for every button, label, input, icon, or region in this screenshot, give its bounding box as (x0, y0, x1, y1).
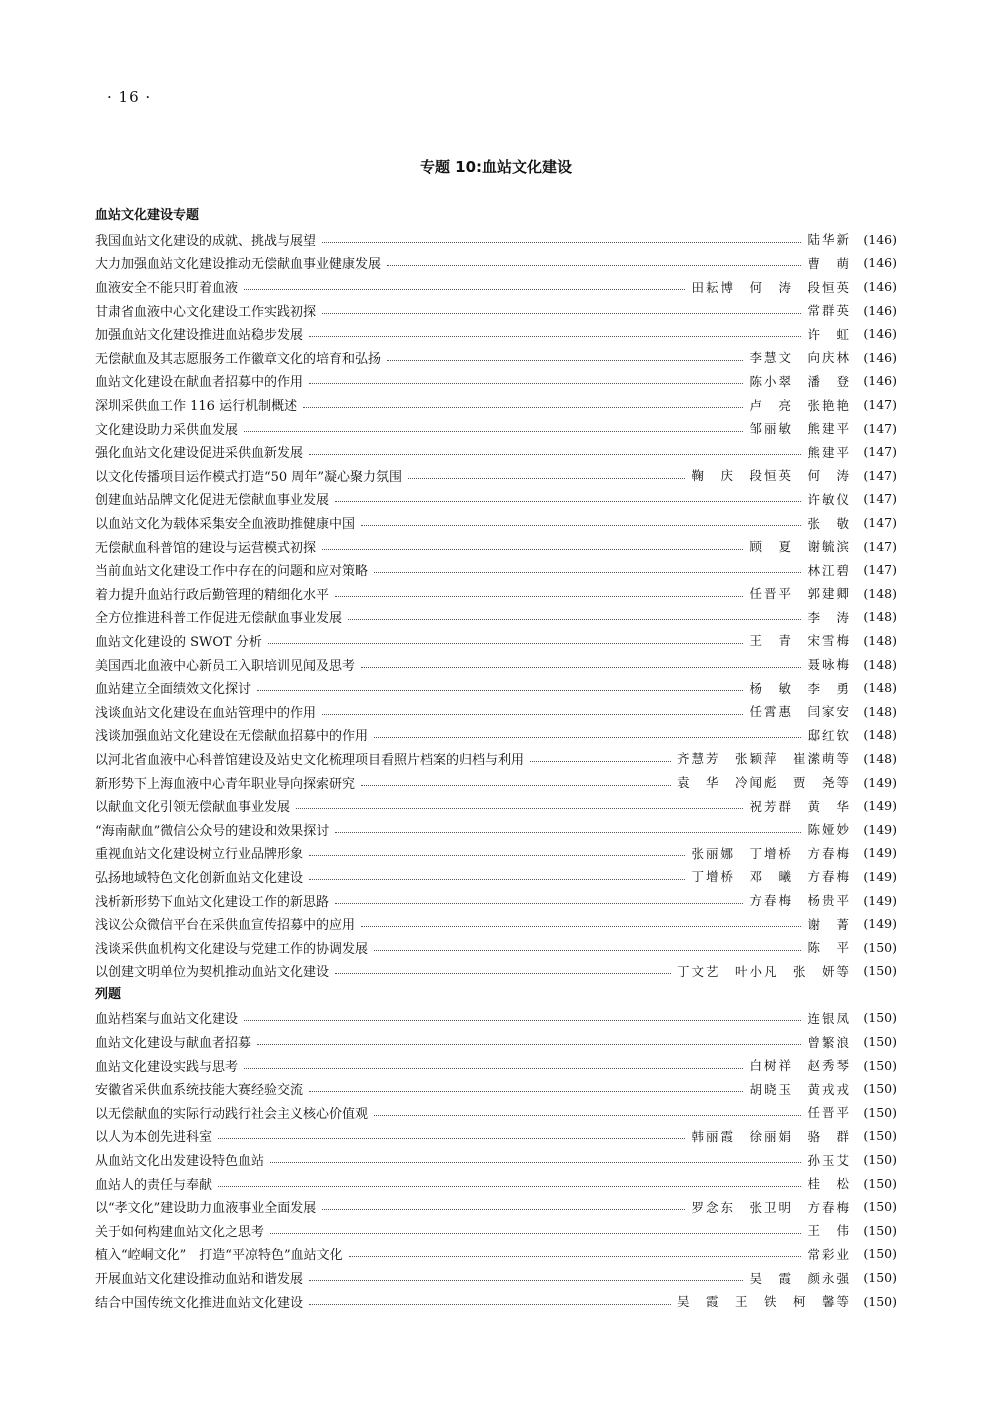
entry-title: 着力提升血站行政后勤管理的精细化水平 (95, 587, 330, 603)
entry-authors: 齐慧芳 张颖萍 崔潆萌等 (676, 751, 851, 767)
toc-entry (95, 1195, 897, 1219)
dot-leader (335, 973, 671, 974)
toc-entry (95, 794, 897, 818)
entry-title: 以“孝文化”建设助力血液事业全面发展 (95, 1201, 317, 1217)
entry-page-ref: (147) (863, 562, 897, 578)
entry-authors: 任晋平 郭建卿 (749, 586, 851, 602)
dot-leader (244, 289, 685, 290)
entry-authors: 熊建平 (807, 444, 851, 460)
entry-page-ref: (150) (863, 1104, 897, 1120)
entry-authors: 曾繁浪 (807, 1034, 851, 1050)
entry-authors: 谢 菁 (807, 916, 851, 932)
entry-title: 浅谈血站文化建设在血站管理中的作用 (95, 705, 317, 721)
dot-leader (335, 501, 801, 502)
entry-authors: 鞠 庆 段恒英 何 涛 (691, 468, 851, 484)
toc-entry (95, 817, 897, 841)
toc-entry (95, 1219, 897, 1243)
entry-title: 重视血站文化建设树立行业品牌形象 (95, 847, 304, 863)
dot-leader (374, 1115, 801, 1116)
entry-page-ref: (148) (863, 703, 897, 719)
entry-page-ref: (150) (863, 1128, 897, 1144)
entry-authors: 顾 夏 谢毓滨 (749, 539, 851, 555)
dot-leader (374, 950, 801, 951)
dot-leader (335, 596, 743, 597)
entry-title: 新形势下上海血液中心青年职业导向探索研究 (95, 776, 356, 792)
entry-authors: 任霄惠 闫家安 (749, 704, 851, 720)
entry-title: 以血站文化为载体采集安全血液助推健康中国 (95, 517, 356, 533)
entry-title: 血液安全不能只盯着血液 (95, 281, 239, 297)
toc-entry (95, 228, 897, 252)
section-heading: 血站文化建设专题 (95, 208, 200, 223)
dot-leader (348, 619, 801, 620)
entry-page-ref: (150) (863, 1057, 897, 1073)
dot-leader (309, 879, 685, 880)
toc-entry (95, 487, 897, 511)
entry-page-ref: (150) (863, 963, 897, 979)
entry-title: 以文化传播项目运作模式打造“50 周年”凝心聚力氛围 (95, 469, 402, 485)
entry-authors: 吴 霞 王 铁 柯 馨等 (676, 1294, 851, 1310)
dot-leader (309, 1304, 671, 1305)
entry-authors: 白树祥 赵秀琴 (749, 1058, 851, 1074)
entry-page-ref: (148) (863, 632, 897, 648)
dot-leader (361, 785, 671, 786)
dot-leader (218, 1186, 801, 1187)
entry-authors: 丁增桥 邓 曦 方春梅 (691, 869, 851, 885)
entry-title: “海南献血”微信公众号的建设和效果探讨 (95, 823, 330, 839)
entry-authors: 杨 敏 李 勇 (749, 680, 851, 696)
entry-authors: 丁文艺 叶小凡 张 妍等 (676, 963, 851, 979)
entry-authors: 吴 霞 颜永强 (749, 1270, 851, 1286)
dot-leader (387, 265, 801, 266)
entry-authors: 陈 平 (807, 940, 851, 956)
entry-title: 血站建立全面绩效文化探讨 (95, 682, 252, 698)
entry-authors: 李 涛 (807, 609, 851, 625)
entry-authors: 连银凤 (807, 1010, 851, 1026)
toc-entry (95, 298, 897, 322)
toc-entry (95, 747, 897, 771)
entry-page-ref: (146) (863, 302, 897, 318)
entry-title: 以创建文明单位为契机推动血站文化建设 (95, 965, 330, 981)
entry-page-ref: (150) (863, 939, 897, 955)
dot-leader (408, 478, 686, 479)
entry-page-ref: (150) (863, 1152, 897, 1168)
entry-page-ref: (148) (863, 585, 897, 601)
toc-entry (95, 723, 897, 747)
entry-title: 血站档案与血站文化建设 (95, 1012, 239, 1028)
entry-title: 以河北省血液中心科普馆建设及站史文化梳理项目看照片档案的归档与利用 (95, 752, 525, 768)
entry-title: 美国西北血液中心新员工入职培训见闻及思考 (95, 658, 356, 674)
entry-page-ref: (146) (863, 349, 897, 365)
dot-leader (530, 761, 671, 762)
entry-authors: 邸红钦 (807, 727, 851, 743)
entry-authors: 袁 华 冷闻彪 贾 尧等 (676, 775, 851, 791)
entry-title: 弘扬地域特色文化创新血站文化建设 (95, 870, 304, 886)
toc-entry (95, 416, 897, 440)
entry-authors: 李慧文 向庆林 (749, 350, 851, 366)
toc-entry (95, 1006, 897, 1030)
entry-title: 当前血站文化建设工作中存在的问题和应对策略 (95, 564, 369, 580)
entry-page-ref: (147) (863, 538, 897, 554)
entry-authors: 田耘博 何 涛 段恒英 (691, 279, 851, 295)
entry-authors: 王 青 宋雪梅 (749, 633, 851, 649)
entry-page-ref: (149) (863, 798, 897, 814)
entry-title: 开展血站文化建设推动血站和谐发展 (95, 1272, 304, 1288)
toc-entry (95, 605, 897, 629)
entry-title: 以人为本创先进科室 (95, 1130, 213, 1146)
dot-leader (309, 336, 801, 337)
dot-leader (322, 242, 801, 243)
entry-page-ref: (150) (863, 1010, 897, 1026)
entry-authors: 方春梅 杨贵平 (749, 893, 851, 909)
entry-authors: 韩丽霞 徐丽娟 骆 群 (691, 1128, 851, 1144)
entry-page-ref: (150) (863, 1034, 897, 1050)
entry-page-ref: (150) (863, 1293, 897, 1309)
toc-entry (95, 1171, 897, 1195)
entry-title: 以无偿献血的实际行动践行社会主义核心价值观 (95, 1106, 369, 1122)
toc-entry (95, 534, 897, 558)
entry-title: 关于如何构建血站文化之思考 (95, 1224, 265, 1240)
entry-authors: 桂 松 (807, 1176, 851, 1192)
entry-page-ref: (149) (863, 845, 897, 861)
entry-title: 结合中国传统文化推进血站文化建设 (95, 1295, 304, 1311)
page-number: · 16 · (107, 88, 152, 106)
entry-title: 从血站文化出发建设特色血站 (95, 1154, 265, 1170)
entry-title: 创建血站品牌文化促进无偿献血事业发展 (95, 493, 330, 509)
entry-title: 浅析新形势下血站文化建设工作的新思路 (95, 894, 330, 910)
entry-page-ref: (149) (863, 892, 897, 908)
entry-title: 血站文化建设实践与思考 (95, 1059, 239, 1075)
dot-leader (361, 667, 801, 668)
dot-leader (244, 431, 743, 432)
entry-authors: 孙玉艾 (807, 1152, 851, 1168)
entry-title: 强化血站文化建设促进采供血新发展 (95, 446, 304, 462)
entry-title: 浅议公众微信平台在采供血宣传招募中的应用 (95, 918, 356, 934)
entry-title: 甘肃省血液中心文化建设工作实践初探 (95, 304, 317, 320)
toc-entry (95, 393, 897, 417)
entry-authors: 许 虹 (807, 326, 851, 342)
entry-page-ref: (149) (863, 868, 897, 884)
toc-entry (95, 1124, 897, 1148)
entry-title: 血站人的责任与奉献 (95, 1177, 213, 1193)
entry-page-ref: (150) (863, 1222, 897, 1238)
entry-title: 浅谈采供血机构文化建设与党建工作的协调发展 (95, 941, 369, 957)
dot-leader (361, 926, 801, 927)
entry-authors: 胡晓玉 黄戎戎 (749, 1081, 851, 1097)
entry-title: 浅谈加强血站文化建设在无偿献血招募中的作用 (95, 729, 369, 745)
entry-page-ref: (149) (863, 774, 897, 790)
table-of-contents (95, 204, 897, 1313)
dot-leader (361, 525, 801, 526)
entry-title: 植入“崆峒文化” 打造“平凉特色”血站文化 (95, 1248, 343, 1264)
entry-authors: 陈小翠 潘 登 (749, 373, 851, 389)
entry-title: 无偿献血及其志愿服务工作徽章文化的培育和弘扬 (95, 351, 382, 367)
dot-leader (309, 855, 685, 856)
entry-page-ref: (146) (863, 373, 897, 389)
entry-title: 深圳采供血工作 116 运行机制概述 (95, 399, 298, 415)
toc-entry (95, 770, 897, 794)
entry-authors: 曹 萌 (807, 255, 851, 271)
entry-authors: 邹丽敏 熊建平 (749, 421, 851, 437)
entry-authors: 常彩业 (807, 1246, 851, 1262)
dot-leader (270, 1162, 801, 1163)
entry-page-ref: (147) (863, 491, 897, 507)
dot-leader (322, 549, 743, 550)
toc-entry (95, 346, 897, 370)
dot-leader (257, 690, 743, 691)
dot-leader (244, 1020, 801, 1021)
toc-entry (95, 1266, 897, 1290)
entry-title: 血站文化建设的 SWOT 分析 (95, 634, 262, 650)
toc-entry (95, 699, 897, 723)
entry-page-ref: (147) (863, 444, 897, 460)
entry-authors: 张 敬 (807, 515, 851, 531)
entry-page-ref: (150) (863, 1246, 897, 1262)
dot-leader (309, 1280, 743, 1281)
entry-authors: 任晋平 (807, 1105, 851, 1121)
topic-title: 专题 10:血站文化建设 (419, 158, 573, 176)
entry-page-ref: (150) (863, 1199, 897, 1215)
toc-entry (95, 582, 897, 606)
toc-entry (95, 935, 897, 959)
entry-title: 血站文化建设与献血者招募 (95, 1036, 252, 1052)
entry-page-ref: (148) (863, 750, 897, 766)
dot-leader (270, 1233, 801, 1234)
entry-page-ref: (148) (863, 680, 897, 696)
dot-leader (322, 714, 743, 715)
entry-page-ref: (150) (863, 1270, 897, 1286)
entry-authors: 卢 亮 张艳艳 (749, 397, 851, 413)
toc-entry (95, 1030, 897, 1054)
dot-leader (309, 383, 743, 384)
toc-entry (95, 275, 897, 299)
entry-title: 无偿献血科普馆的建设与运营模式初探 (95, 540, 317, 556)
dot-leader (387, 360, 743, 361)
entry-page-ref: (146) (863, 326, 897, 342)
entry-page-ref: (148) (863, 609, 897, 625)
entry-page-ref: (146) (863, 231, 897, 247)
toc-entry (95, 959, 897, 983)
entry-title: 文化建设助力采供血发展 (95, 422, 239, 438)
entry-page-ref: (146) (863, 279, 897, 295)
entry-authors: 陈娅妙 (807, 822, 851, 838)
entry-page-ref: (150) (863, 1175, 897, 1191)
toc-entry (95, 464, 897, 488)
entry-page-ref: (148) (863, 727, 897, 743)
entry-title: 全方位推进科普工作促进无偿献血事业发展 (95, 611, 343, 627)
dot-leader (335, 832, 801, 833)
entry-authors: 祝芳群 黄 华 (749, 798, 851, 814)
entry-page-ref: (147) (863, 397, 897, 413)
toc-entry (95, 511, 897, 535)
toc-entry (95, 865, 897, 889)
dot-leader (335, 903, 743, 904)
dot-leader (322, 313, 801, 314)
entry-title: 血站文化建设在献血者招募中的作用 (95, 375, 304, 391)
toc-entry (95, 1077, 897, 1101)
toc-entry (95, 322, 897, 346)
toc-entry (95, 1101, 897, 1125)
entry-authors: 罗念东 张卫明 方春梅 (691, 1199, 851, 1215)
toc-entry (95, 676, 897, 700)
entry-authors: 林江碧 (807, 562, 851, 578)
dot-leader (244, 1068, 743, 1069)
dot-leader (309, 1091, 743, 1092)
toc-entry (95, 1289, 897, 1313)
toc-entry (95, 888, 897, 912)
dot-leader (257, 1044, 801, 1045)
toc-entry (95, 629, 897, 653)
toc-entry (95, 1242, 897, 1266)
dot-leader (303, 407, 743, 408)
entry-authors: 王 伟 (807, 1223, 851, 1239)
toc-entry (95, 558, 897, 582)
toc-entry (95, 1053, 897, 1077)
entry-authors: 陆华新 (807, 232, 851, 248)
entry-title: 安徽省采供血系统技能大赛经验交流 (95, 1083, 304, 1099)
toc-entry (95, 1148, 897, 1172)
entry-authors: 许敏仪 (807, 491, 851, 507)
toc-entry (95, 912, 897, 936)
toc-entry (95, 369, 897, 393)
entry-page-ref: (149) (863, 821, 897, 837)
dot-leader (374, 737, 801, 738)
entry-title: 我国血站文化建设的成就、挑战与展望 (95, 233, 317, 249)
dot-leader (296, 808, 743, 809)
section-heading: 列题 (95, 986, 122, 1002)
dot-leader (322, 1209, 685, 1210)
entry-title: 加强血站文化建设推进血站稳步发展 (95, 328, 304, 344)
dot-leader (374, 572, 801, 573)
toc-entry (95, 440, 897, 464)
toc-entry (95, 251, 897, 275)
entry-title: 大力加强血站文化建设推动无偿献血事业健康发展 (95, 257, 382, 273)
entry-authors: 聂咏梅 (807, 657, 851, 673)
dot-leader (349, 1256, 802, 1257)
entry-authors: 常群英 (807, 303, 851, 319)
entry-page-ref: (150) (863, 1081, 897, 1097)
entry-page-ref: (147) (863, 467, 897, 483)
toc-entry (95, 652, 897, 676)
entry-page-ref: (147) (863, 515, 897, 531)
entry-page-ref: (149) (863, 916, 897, 932)
entry-page-ref: (147) (863, 420, 897, 436)
dot-leader (268, 643, 744, 644)
entry-page-ref: (148) (863, 656, 897, 672)
entry-title: 以献血文化引领无偿献血事业发展 (95, 800, 291, 816)
entry-authors: 张丽娜 丁增桥 方春梅 (691, 845, 851, 861)
dot-leader (218, 1138, 685, 1139)
dot-leader (309, 454, 801, 455)
entry-page-ref: (146) (863, 255, 897, 271)
toc-entry (95, 841, 897, 865)
